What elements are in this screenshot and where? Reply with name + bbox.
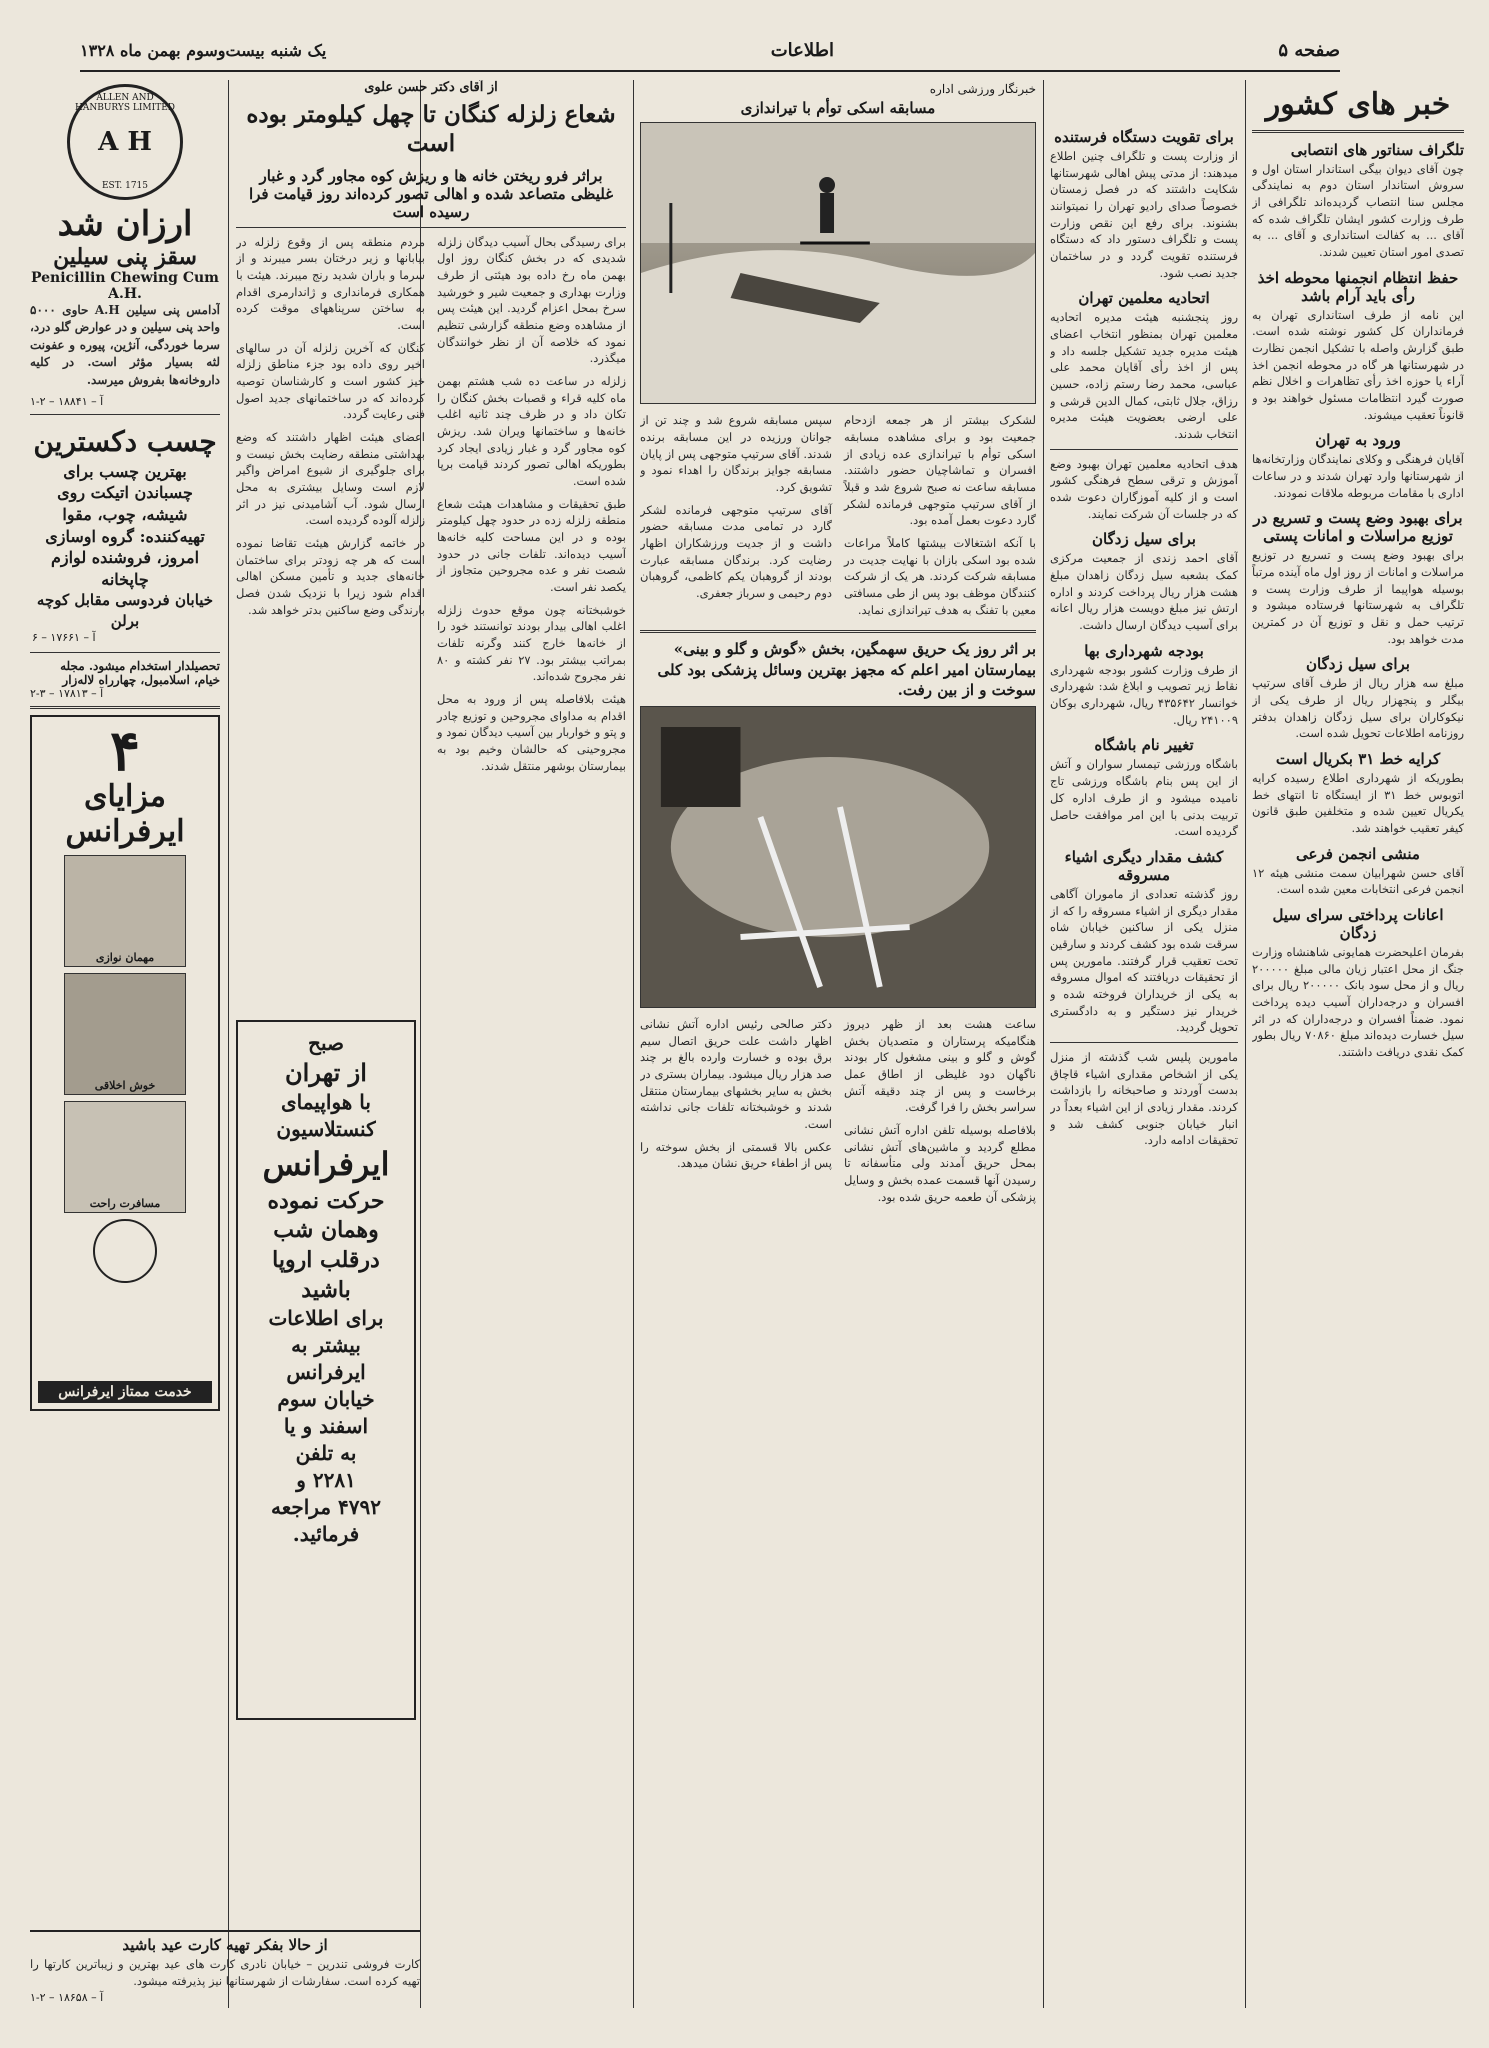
steward-illustration: خوش اخلاقی	[64, 973, 186, 1095]
column-rule	[1245, 80, 1246, 2008]
column-rule	[228, 80, 229, 2008]
news-body: چون آقای دیوان بیگی استاندار استان اول و سروش استاندار استان دوم به نمایندگی مجلس سنا انتصاب گردیده‌اند تلگرافی از طرف وزارت کشور ایشان تلگراف شده که آقای ... به کفالت استانداری و آقای ... به تصدی امور استان تعیین شدند.	[1252, 161, 1464, 259]
news-headline: تلگراف سناتور های انتصابی	[1290, 140, 1464, 159]
quake-body: طبق تحقیقات و مشاهدات هیئت شعاع منطقه زلزله زده در حدود چهل کیلومتر بوده و در این مساحت کلیه خانه‌ها آسیب دیده‌اند. تلفات جانی در حدود شصت نفر و عده مجروحین متجاوز از یکصد نفر است.	[437, 496, 626, 594]
news-headline: برای بهبود وضع پست و تسریع در توزیع مراسلات و امانات پستی	[1253, 509, 1463, 546]
news-body: بطوریکه از شهرداری اطلاع رسیده کرایه اتوبوس خط ۳۱ از ایستگاه تا انتهای خط یکریال تعیین شده و متخلفین طبق قانون کیفر تعقیب خواهند شد.	[1252, 770, 1464, 835]
sport-byline: خبرنگار ورزشی اداره	[929, 82, 1036, 96]
local-body: آقای احمد زندی از جمعیت مرکزی کمک بشعبه سیل زدگان زاهدان مبلغ هشت هزار ریال پرداخت کردند و اداره ارتش نیز مبلغ دویست هزار ریال اعانه برای آسیب دیدگان ارسال داشت.	[1050, 551, 1238, 633]
news-body: آقای حسن شهرابیان سمت منشی هیئه ۱۲ انجمن فرعی انتخابات معین شده است.	[1252, 865, 1464, 897]
news-body: آقایان فرهنگی و وکلای نمایندگان وزارتخانه‌ها از شهرستانها وارد تهران شدند و در ساعات اداری با مقامات مربوطه ملاقات نمودند.	[1252, 452, 1464, 500]
airfrance-ad	[30, 715, 220, 1411]
hostess-illustration: مهمان نوازی	[64, 855, 186, 967]
local-headline: اتحادیه معلمین تهران	[1078, 289, 1210, 308]
passenger-illustration: مسافرت راحت	[64, 1101, 186, 1213]
local-headline: برای تقویت دستگاه فرستنده	[1054, 128, 1234, 146]
ad-ref: آ – ۱۸۸۴۱ – ۲-۱	[30, 394, 104, 408]
ad-ref: آ – ۱۷۸۱۳ – ۳-۲	[30, 686, 104, 700]
local-body: از وزارت پست و تلگراف چنین اطلاع میدهند: از مدتی پیش اهالی شهرستانها شکایت داشتند که در فصل زمستان خصوصاً صدای رادیو تهران را نمیتوانند بشنوند. برای رفع این نقص وزارت پست و تلگراف دستور داد که دستگاه فرستنده تقویت گردد و در ساختمان جدید نصب شود.	[1050, 149, 1238, 280]
local-body: هدف اتحادیه معلمین تهران بهبود وضع آموزش و ترقی سطح فرهنگی کشور است و از کلیه آموزگاران دعوت شده که در جلسات آن شرکت نمایند.	[1050, 456, 1238, 521]
sport-body: سپس مسابقه شروع شد و چند تن از جوانان ورزیده در این مسابقه برنده شدند. آقای سرتیپ متوجهی پس از پایان مسابقه جوایز برندگان را اهداء نمود و تشویق کرد.	[640, 413, 832, 494]
airfrance-number: ۴	[109, 717, 141, 784]
news-headline: برای سیل زدگان	[1306, 655, 1410, 674]
paper-name: اطلاعات	[770, 39, 834, 61]
ad-ref: آ – ۱۷۶۶۱ – ۶	[32, 630, 96, 644]
news-body: مبلغ سه هزار ریال از طرف آقای سرتیپ بیگلر و پنجهزار ریال از طرف یکی از نیکوکاران برای سیل زدگان زاهدان بدفتر روزنامه اطلاعات تحویل شده است.	[1252, 676, 1464, 741]
sport-body: با آنکه اشتغالات بیشتها کاملاً مراعات شده بود اسکی بازان با نهایت جدیت در مسابقه شرکت کردند. هر یک از شرکت کنندگان موظف بود پس از طی مسافتی معین با تفنگ به هدف تیراندازی نماید.	[844, 535, 1036, 617]
airfrance-title: مزایای ایرفرانس	[65, 778, 185, 849]
skier-illustration	[641, 123, 1035, 403]
quake-body: در خاتمه گزارش هیئت تقاضا نموده است که هر چه زودتر برای ساختمان خانه‌های جدید و تأمین مسکن اهالی اقدام شود زیرا با نزدیک شدن فصل بارندگی وضع ساکنین بدتر خواهد شد.	[236, 535, 425, 617]
quake-body: خوشبختانه چون موقع حدوث زلزله اغلب اهالی بیدار بودند توانستند خود را از خانه‌ها خارج کنند وگرنه تلفات بمراتب بیشتر بود. ۲۷ نفر کشته و ۸۰ نفر مجروح شده‌اند.	[437, 602, 626, 684]
airfrance-footer: خدمت ممتاز ایرفرانس	[38, 1381, 212, 1403]
news-headline: کرایه خط ۳۱ بکریال است	[1275, 749, 1441, 768]
fire-body: دکتر صالحی رئیس اداره آتش نشانی اظهار داشت علت حریق اتصال سیم برق بوده و خسارت وارده بالغ بر چند صد هزار ریال میشود. بیماران بستری در بخش به سایر بخشهای بیمارستان منتقل شدند و خوشبختانه تلفات جانی نداشته است.	[640, 1017, 832, 1132]
sport-body: آقای سرتیپ متوجهی فرمانده لشکر گارد در تمامی مدت مسابقه حضور داشت و از جدیت ورزشکاران اظهار رضایت کرد. برندگان مسابقه عبارت بودند از گروهبان یکم کاظمی، گروهبان دوم رحیمی و سرباز جعفری.	[640, 502, 832, 600]
local-body: روز پنجشنبه هیئت مدیره اتحادیه معلمین تهران بمنظور انتخاب اعضای هیئت مدیره جدید تشکیل جلسه داد و پس از اخذ رأی آقایان محمد علی عباسی، محمد رضا رستم زاده، حسین رزاق، جلال ثابتی، کمال الدین قرشی و علی ارضی بعضویت هیئت مدیره انتخاب شدند.	[1050, 310, 1238, 442]
news-column	[1252, 80, 1464, 2008]
penicillin-name: سقز پنی سیلین	[53, 244, 197, 270]
penicillin-name-en: Penicillin Chewing Cum A.H.	[31, 270, 219, 302]
local-headline: بودجه شهرداری بها	[1084, 641, 1204, 660]
airfrance-logo-icon	[93, 1219, 157, 1283]
fire-body: عکس بالا قسمتی از بخش سوخته را پس از اطفاء حریق نشان میدهد.	[640, 1139, 832, 1171]
local-body: از طرف وزارت کشور بودجه شهرداری نقاط زیر تصویب و ابلاغ شد: شهرداری خوانسار ۴۳۵۶۴۲ ریال، شهرداری بوکان ۲۴۱۰۰۹ ریال.	[1050, 662, 1238, 727]
ski-photo	[640, 122, 1036, 404]
quake-body: هیئت بلافاصله پس از ورود به محل اقدام به مداوای مجروحین و توزیع چادر و پتو و خواربار بین آسیب دیدگان نمود و مجروحینی که حالشان وخیم بود به بیمارستان بوشهر منتقل شدند.	[437, 691, 626, 773]
burned-ward-illustration	[641, 707, 1035, 1007]
airfrance-text-panel: صبح از تهران با هواپیمای کنستلاسیون ایرفرانس حرکت نموده وهمان شب درقلب اروپا باشید برای اطلاعات بیشتر به ایرفرانس خیابان سوم اسفند و یا به تلفن ۲۲۸۱ و ۴۷۹۲ مراجعه فرمائید.	[236, 1020, 416, 1720]
issue-date: یک شنبه بیست‌وسوم بهمن ماه ۱۳۲۸	[80, 40, 327, 60]
quake-body: زلزله در ساعت ده شب هشتم بهمن ماه کلیه قراء و قصبات بخش کنگان را تکان داد و در ظرف چند ثانیه اغلب خانه‌ها و ساختمانها ویران شد. ریزش کوه مجاور گرد و غبار زیادی ایجاد کرد بطوریکه اهالی تصور کردند قیامت برپا شده است.	[437, 373, 626, 488]
local-body: باشگاه ورزشی تیمسار سواران و آتش از این پس بنام باشگاه ورزشی تاج نامیده میشود و از طرف اداره کل تربیت بدنی با این امر موافقت حاصل گردیده است.	[1050, 757, 1238, 839]
fire-body: بلافاصله بوسیله تلفن اداره آتش نشانی مطلع گردید و ماشین‌های آتش نشانی بمحل حریق آمدند ولی متأسفانه تا رسیدن آنها قسمت عمده بخش و وسایل پزشکی آن طعمه حریق شده بود.	[844, 1123, 1036, 1204]
penicillin-ad	[30, 84, 220, 408]
ad-ref: آ – ۱۸۶۵۸ – ۲-۱	[30, 1991, 104, 2005]
allen-hanburys-logo: ALLEN AND HANBURYS LIMITED A H EST. 1715	[67, 84, 183, 200]
penicillin-body: آدامس پنی سیلین A.H حاوی ۵۰۰۰ واحد پنی سیلین و در عوارض گلو درد، سرما خوردگی، آنژین، پیوره و عفونت لثه بسیار مؤثر است. در کلیه داروخانه‌ها بفروش میرسد.	[30, 303, 220, 387]
local-body: روز گذشته تعدادی از ماموران آگاهی مقدار دیگری از اشیاء مسروقه را که از منزل یکی از ساکنین خیابان شاه سرقت شده بود کشف کردند و سارقین تحت تعقیب قرار گرفتند. مامورین پس از تحقیقات دریافتند که اموال مسروقه به یکی از خریداران فروخته شده و خریدار نیز دستگیر و به دادگستری تحویل گردید.	[1050, 886, 1238, 1035]
quake-body: اعضای هیئت اظهار داشتند که وضع بهداشتی منطقه رضایت بخش نیست و برای جلوگیری از شیوع امراض واگیر لازم است وسایل بیشتری به محل ارسال شود. آب آشامیدنی نیز در اثر زلزله آلوده گردیده است.	[236, 429, 425, 528]
column-rule	[633, 80, 634, 2008]
quake-subhead: براثر فرو ریختن خانه ها و ریزش کوه مجاور گرد و غبار غلیظی متصاعد شده و اهالی تصور کرده‌اند روز قیامت فرا رسیده است	[248, 166, 614, 221]
ads-column	[30, 80, 220, 2008]
masthead	[80, 30, 1340, 72]
glue-ad: چسب دکسترین بهترین چسب برای چسباندن اتیکت روی شیشه، چوب، مقوا تهیه‌کننده: گروه اوسازی امروز، فروشنده لوازم چاپخانه خیابان فردوسی مقابل کوچه برلن آ – ۱۷۶۶۱ – ۶	[32, 424, 217, 644]
local-body: مامورین پلیس شب گذشته از منزل یکی از اشخاص مقداری اشیاء قاچاق بدست آوردند و صاحبخانه را بازداشت کردند. مقدار زیادی از این اشیاء بعداً در انبار خیابان جنوبی کشف شد و تحقیقات ادامه دارد.	[1050, 1049, 1238, 1148]
quake-body: کنگان که آخرین زلزله آن در سالهای اخیر روی داده بود جزء مناطق زلزله خیز کشور است و کارشناسان توصیه کرده‌اند که در ساختمانهای جدید اصول فنی رعایت گردد.	[236, 340, 425, 422]
fire-body: ساعت هشت بعد از ظهر دیروز هنگامیکه پرستاران و متصدیان بخش گوش و گلو و بینی مشغول کار بودند ناگهان دود غلیظی از اطاق عمل برخاست و پس از چند دقیقه آتش سراسر بخش را فرا گرفت.	[844, 1017, 1036, 1115]
quake-body: مردم منطقه پس از وقوع زلزله در بیابانها و زیر درختان بسر میبرند و از سرما و باران شدید رنج میبرند. هیئت با همکاری فرمانداری و ژاندارمری اقدام به ساختن سرپناههای موقت کرده است.	[236, 234, 425, 332]
hire-ad: تحصیلدار استخدام میشود. مجله خیام، اسلامبول، چهارراه لاله‌زار	[60, 658, 220, 687]
news-body: برای بهبود وضع پست و تسریع در توزیع مراسلات و امانات از روز اول ماه آینده مرتباً بوسیله هواپیما از طرف وزارت پست و تلگراف به شهرستانها فرستاده میشود و ترتیب حمل و نقل و توزیع آن در کمترین مدت خواهد بود.	[1252, 548, 1464, 646]
page-number: صفحه ۵	[1278, 39, 1340, 61]
local-headline: تغییر نام باشگاه	[1094, 736, 1194, 755]
news-headline: حفظ انتظام انجمنها محوطه اخذ رأی باید آرام باشد	[1257, 268, 1459, 305]
local-headline: برای سیل زدگان	[1092, 530, 1196, 549]
news-headline: ورود به تهران	[1315, 431, 1401, 450]
penicillin-title: ارزان شد	[57, 204, 193, 244]
sport-fire-column	[640, 80, 1036, 2008]
quake-headline: شعاع زلزله کنگان تا چهل کیلومتر بوده است	[246, 101, 616, 157]
quake-byline: از آقای دکتر حسن علوی	[364, 80, 498, 95]
cards-ad: از حالا بفکر تهیه کارت عید باشید کارت فروشی تندرین – خیابان نادری کارت های عید بهترین و زیباترین کارتها را تهیه کرده است. سفارشات از شهرستانها نیز پذیرفته میشود. آ – ۱۸۶۵۸ – ۲-۱	[30, 1930, 420, 2004]
news-body: این نامه از طرف استانداری تهران به فرمانداران کل کشور نوشته شده است. طبق گزارش واصله با تشکیل انجمن نظارت در شهرستانها هر گاه در محوطه انجمن اخذ آراء یا حوزه اخذ رأی تظاهرات و اخلال نظم صورت گیرد انتظامات مسئول خواهند بود و قانوناً تعقیب میشوند.	[1252, 307, 1464, 422]
fire-headline: بر اثر روز یک حریق سهمگین، بخش «گوش و گلو و بینی» بیمارستان امیر اعلم که مجهز بهترین وسائل پزشکی بود کلی سوخت و از بین رفت.	[657, 640, 1036, 699]
sport-body: لشکرک بیشتر از هر جمعه ازدحام جمعیت بود و برای مشاهده مسابقه اسکی توأم با تیراندازی عده زیادی از افسران و تماشاچیان حضور داشتند. مسابقه ساعت نه صبح شروع شد و قبلاً از آقای سرتیپ متوجهی فرمانده لشکر گارد دعوت بعمل آمده بود.	[844, 413, 1036, 528]
quake-body: برای رسیدگی بحال آسیب دیدگان زلزله شدیدی که در بخش کنگان روز اول بهمن ماه رخ داده بود هیئتی از طرف وزارت بهداری و جمعیت شیر و خورشید سرخ بمحل اعزام گردید. این هیئت پس از مشاهده وضع منطقه گزارشی تنظیم نمود که خلاصه آن از نظر خوانندگان میگذرد.	[437, 234, 626, 366]
news-headline: منشی انجمن فرعی	[1296, 844, 1420, 863]
local-headline: کشف مقدار دیگری اشیاء مسروقه	[1064, 847, 1224, 884]
news-section-title: خبر های کشور	[1265, 87, 1451, 122]
news-body: بفرمان اعلیحضرت همایونی شاهنشاه وزارت جنگ از محل اعتبار زیان مالی مبلغ ۲۰۰۰۰۰ ریال و از محل سود بانک ۲۰۰۰۰۰ ریال برای افسران و درجه‌داران آسیب دیده پرداخت نمود. ضمناً افسران و درجه‌داران که در اثر سیل خسارت دیده‌اند مبلغ ۷۰۸۶۰ ریال بطور کمک نقدی دریافت داشتند.	[1252, 945, 1464, 1060]
column-rule	[1043, 80, 1044, 2008]
news-headline: اعانات پرداختی سرای سیل زدگان	[1272, 906, 1444, 942]
local-news-column	[1050, 80, 1238, 2008]
sport-photo-caption: مسابقه اسکی توأم با تیراندازی	[740, 99, 936, 117]
fire-photo	[640, 706, 1036, 1008]
